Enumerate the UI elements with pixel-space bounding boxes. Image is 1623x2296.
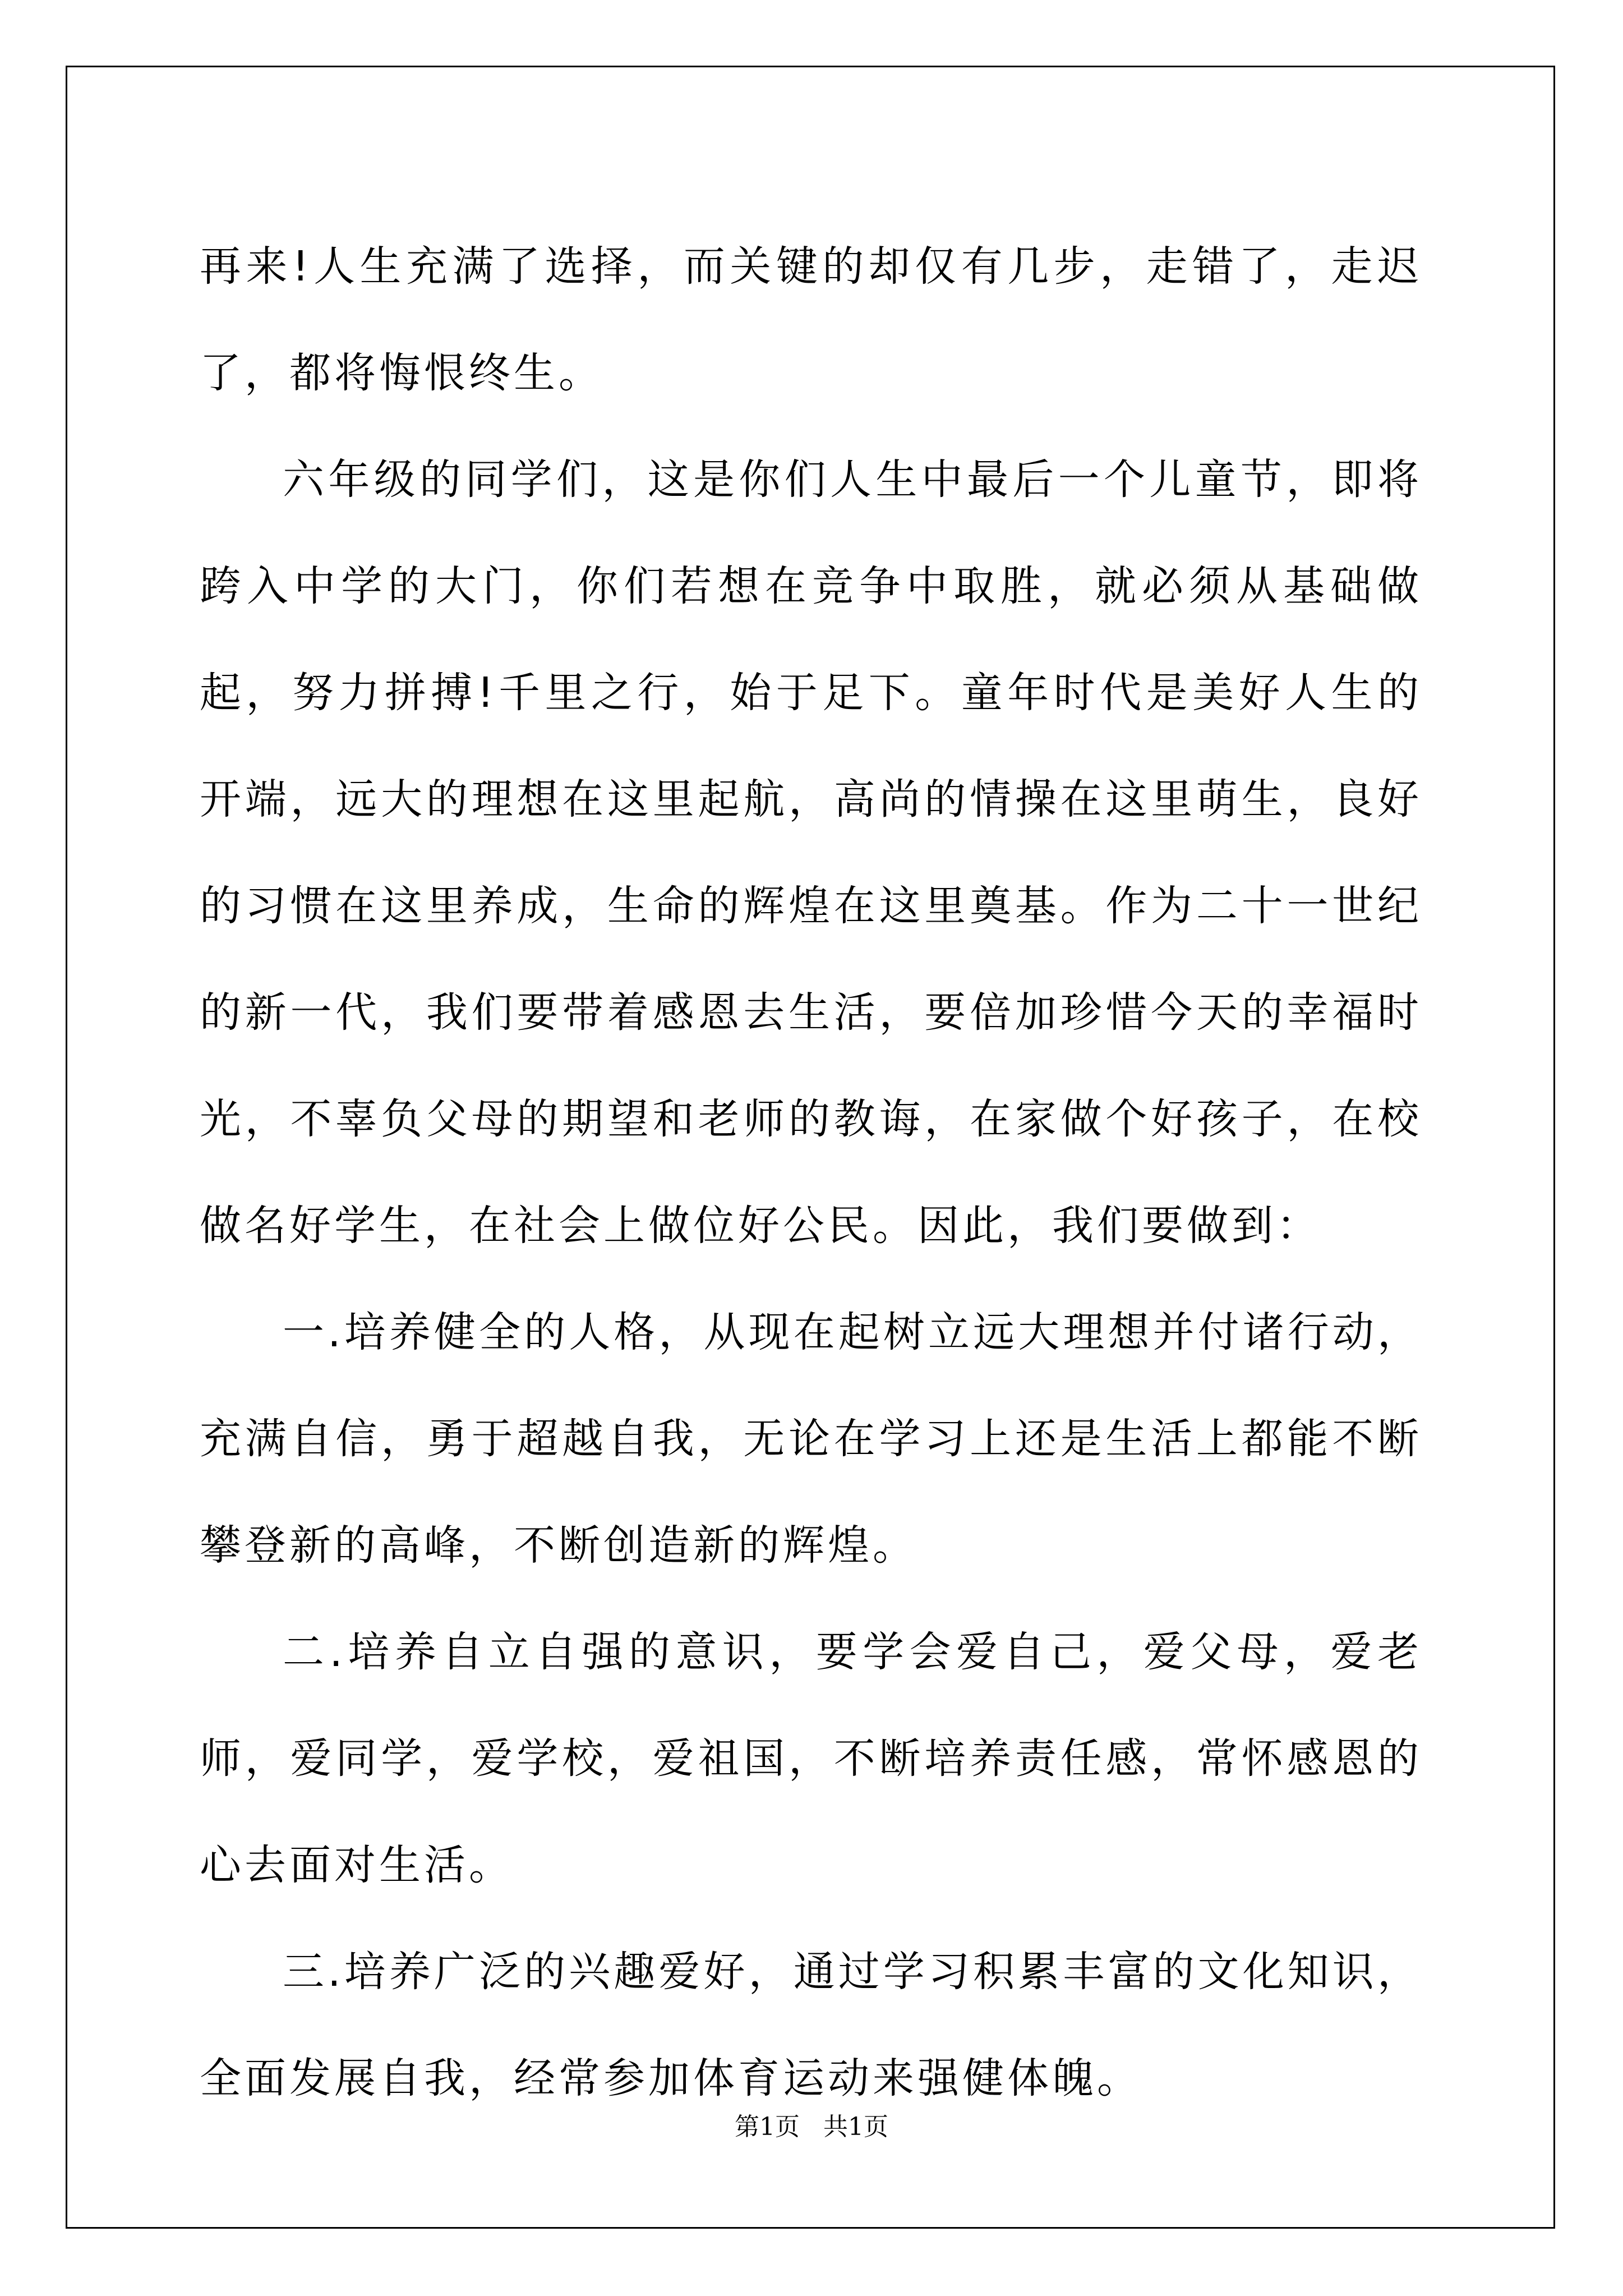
- document-body: [200, 213, 1422, 2132]
- paragraph: 二.培养自立自强的意识，要学会爱自己，爱父母，爱老师，爱同学，爱学校，爱祖国，不断培养责任感，常怀感恩的心去面对生活。: [200, 1628, 1422, 1889]
- page-number: 第1页: [735, 2113, 800, 2141]
- page-footer: [0, 2110, 1623, 2144]
- footer-spacer: [800, 2113, 823, 2141]
- paragraph: 一.培养健全的人格，从现在起树立远大理想并付诸行动，充满自信，勇于超越自我，无论在学习上还是生活上都能不断攀登新的高峰，不断创造新的辉煌。: [200, 1308, 1422, 1570]
- page-total: 共1页: [823, 2113, 888, 2141]
- paragraph: 再来!人生充满了选择，而关键的却仅有几步，走错了，走迟了，都将悔恨终生。: [200, 242, 1422, 397]
- paragraph: 三.培养广泛的兴趣爱好，通过学习积累丰富的文化知识，全面发展自我，经常参加体育运动来强健体魄。: [200, 1948, 1422, 2102]
- paragraph: 六年级的同学们，这是你们人生中最后一个儿童节，即将跨入中学的大门，你们若想在竞争中取胜，就必须从基础做起，努力拼搏!千里之行，始于足下。童年时代是美好人生的开端，远大的理想在这里起航，高尚的情操在这里萌生，良好的习惯在这里养成，生命的辉煌在这里奠基。作为二十一世纪的新一代，我们要带着感恩去生活，要倍加珍惜今天的幸福时光，不辜负父母的期望和老师的教诲，在家做个好孩子，在校做名好学生，在社会上做位好公民。因此，我们要做到：: [200, 455, 1422, 1250]
